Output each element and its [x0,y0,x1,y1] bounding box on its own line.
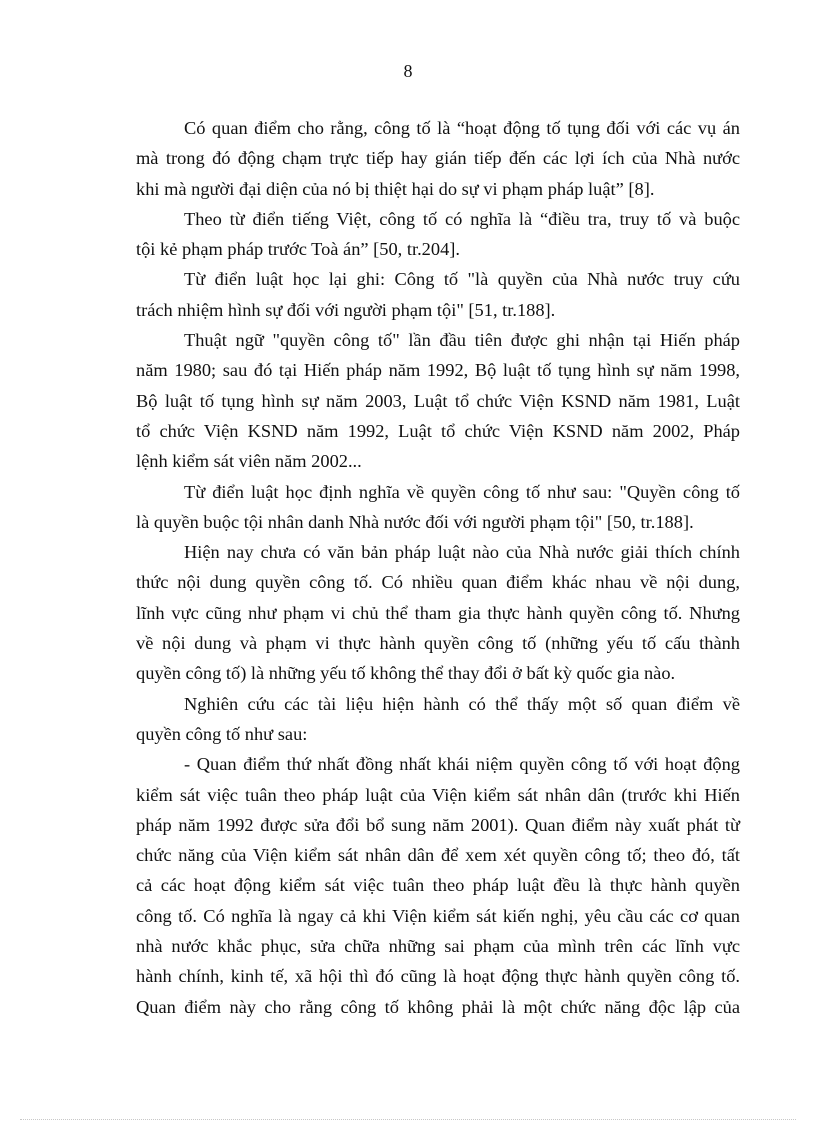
text-line: pháp năm 1992 được sửa đổi bổ sung năm 2001). Quan điểm này xuất phát từ [136,814,740,835]
text-line: thức nội dung quyền công tố. Có nhiều quan điểm khác nhau về nội dung, [136,572,740,593]
text-line: nhà nước khắc phục, sửa chữa những sai phạm của mình trên các lĩnh vực [136,936,740,957]
text-line: chức năng của Viện kiểm sát nhân dân để xem xét quyền công tố; theo đó, tất [136,845,740,866]
text-line: lĩnh vực cũng như phạm vi chủ thể tham gia thực hành quyền công tố. Nhưng [136,602,740,623]
text-line: công tố. Có nghĩa là ngay cả khi Viện kiểm sát kiến nghị, yêu cầu các cơ quan [136,905,740,926]
paragraph [136,537,740,688]
paragraph [136,749,740,1022]
text-line: Từ điển luật học lại ghi: Công tố "là quyền của Nhà nước truy cứu [184,269,740,290]
paragraph [136,264,740,325]
text-line: - Quan điểm thứ nhất đồng nhất khái niệm quyền công tố với hoạt động [184,754,740,775]
paragraph [136,113,740,204]
paragraph [136,477,740,538]
text-line: năm 1980; sau đó tại Hiến pháp năm 1992, Bộ luật tố tụng hình sự năm 1998, [136,360,740,381]
text-line: Từ điển luật học định nghĩa về quyền công tố như sau: "Quyền công tố [184,481,740,502]
text-line: Theo từ điển tiếng Việt, công tố có nghĩa là “điều tra, truy tố và buộc [184,208,740,229]
text-line: quyền công tố như sau: [136,723,308,744]
text-line: tội kẻ phạm pháp trước Toà án” [50, tr.204]. [136,239,460,260]
text-line: tổ chức Viện KSND năm 1992, Luật tổ chức Viện KSND năm 2002, Pháp [136,420,740,441]
text-line: Nghiên cứu các tài liệu hiện hành có thể thấy một số quan điểm về [184,693,740,714]
text-line: về nội dung và phạm vi thực hành quyền công tố (những yếu tố cấu thành [136,633,740,654]
text-line: cả các hoạt động kiểm sát việc tuân theo pháp luật đều là thực hành quyền [136,875,740,896]
text-line: mà trong đó động chạm trực tiếp hay gián tiếp đến các lợi ích của Nhà nước [136,148,740,169]
text-line: Quan điểm này cho rằng công tố không phải là một chức năng độc lập của [136,996,740,1017]
document-body [136,113,740,1022]
text-line: khi mà người đại diện của nó bị thiệt hại do sự vi phạm pháp luật” [8]. [136,178,655,199]
text-line: là quyền buộc tội nhân danh Nhà nước đối với người phạm tội" [50, tr.188]. [136,511,694,532]
text-line: lệnh kiểm sát viên năm 2002... [136,451,362,472]
text-line: Bộ luật tố tụng hình sự năm 2003, Luật tổ chức Viện KSND năm 1981, Luật [136,390,740,411]
text-line: hành chính, kinh tế, xã hội thì đó cũng là hoạt động thực hành quyền công tố. [136,966,740,987]
paragraph [136,689,740,750]
paragraph [136,325,740,476]
page-number: 8 [403,61,413,81]
text-line: Thuật ngữ "quyền công tố" lần đầu tiên được ghi nhận tại Hiến pháp [184,330,740,351]
text-line: kiểm sát việc tuân theo pháp luật của Viện kiểm sát nhân dân (trước khi Hiến [136,784,740,805]
text-line: trách nhiệm hình sự đối với người phạm tội" [51, tr.188]. [136,299,556,320]
page-bottom-divider [20,1119,796,1120]
paragraph [136,204,740,265]
text-line: Hiện nay chưa có văn bản pháp luật nào của Nhà nước giải thích chính [184,542,740,563]
text-line: Có quan điểm cho rằng, công tố là “hoạt động tố tụng đối với các vụ án [184,118,740,138]
text-line: quyền công tố) là những yếu tố không thể thay đổi ở bất kỳ quốc gia nào. [136,663,676,684]
